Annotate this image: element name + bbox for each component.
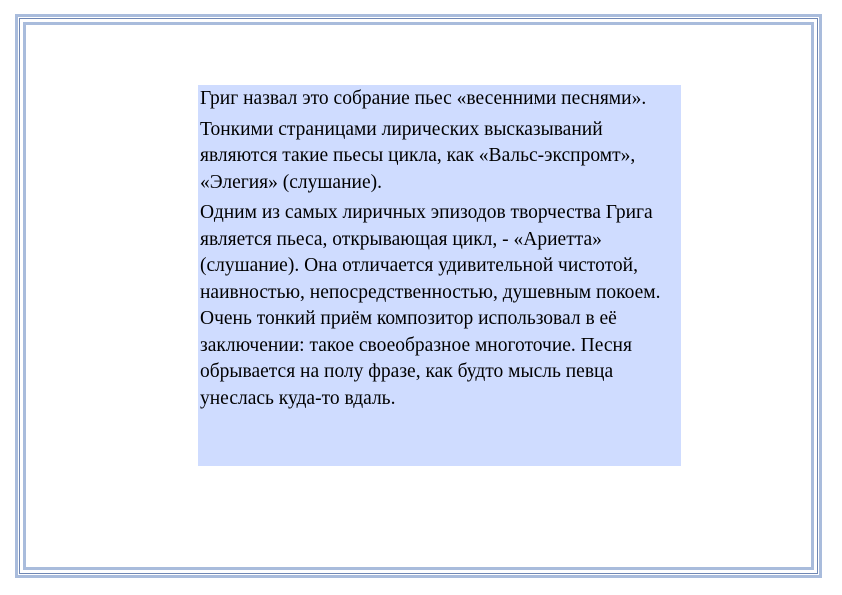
paragraph-3: Одним из самых лиричных эпизодов творчества Грига является пьеса, открывающая цикл, - «Ариетта» (слушание). Она отличается удивительной чистотой, наивностью, непосредственностью, душевным покоем. Очень тонкий приём композитор использовал в её заключении: такое своеобразное многоточие. Песня обрывается на полу фразе, как будто мысль певца унеслась куда-то вдаль.: [200, 202, 661, 409]
paragraph-2: Тонкими страницами лирических высказываний являются такие пьесы цикла, как «Вальс-экспромт», «Элегия» (слушание).: [200, 118, 636, 193]
text-box: [198, 85, 681, 466]
paragraph-1: Григ назвал это собрание пьес «весенними песнями».: [200, 88, 647, 109]
